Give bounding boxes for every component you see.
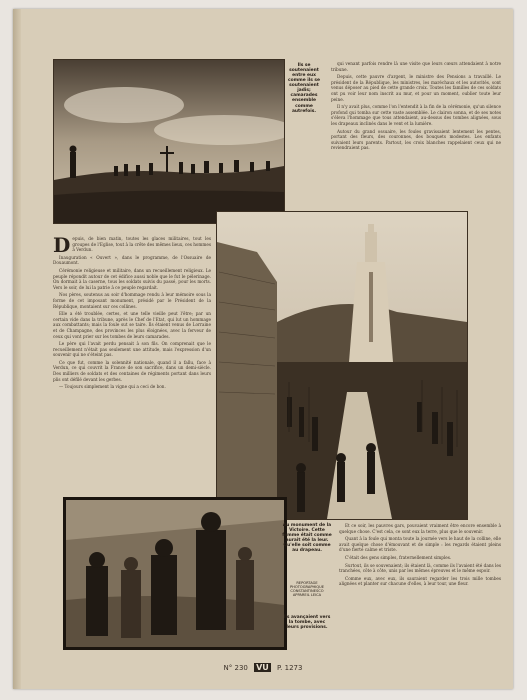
paragraph: qui venant parfois rendre là une visite que leurs cœurs attendaient à notre tribune. (331, 61, 501, 72)
paragraph: Comme eux, avec eux, ils sauraient regarder les trois mille tombes alignées et planter sur chacune d'elles, à leur tour, une fleur. (339, 575, 501, 587)
paragraph-lead (53, 236, 211, 257)
paragraph: C'était des gens simples, fraternellement simples. (345, 554, 452, 560)
photo-credit: REPORTAGE PHOTOGRAPHIQUE CONSTANTINESCO APPAREIL LEICA (290, 581, 324, 598)
caption-top: Ils se soutenaient entre eux comme ils se soutenaient jadis; camarades ensemble comme autrefois. (287, 63, 321, 114)
caption-monument: Au monument de la Victoire. Cette femme était comme aurait été la leur. Qu'elle soit comme au drapeau. (282, 523, 332, 554)
paragraph: Ce que fut, comme la solennité nationale, quand il a fallu, face à Verdun, ce qui couvrit la France de son sacrifice, dans un demi-siècle. Des milliers de soldats et des centaines de régiments portant dans leurs plis ont défilé devant les gerbes. (53, 359, 211, 382)
monument-crowd-image (217, 212, 467, 519)
caption-bottom: Ils avançaient vers la tombe, avec leurs provisions. (283, 615, 331, 631)
paragraph: Cérémonie religieuse et militaire, dans un recueillement religieux. Le peuple répondit autour de cet édifice aussi noble que le fut le pélerinage. On dormait à la caserne, tous les soldats suivis du passé, pour les morts. Vers le soir, de lui la patrie à ce peuple regardait. (53, 267, 211, 290)
soldiers-walking-image (66, 500, 284, 647)
paragraph: Il n'y avait plus, comme l'on l'entendit à la fin de la cérémonie, qu'un silence profond qui tomba sur cette vaste assemblée. Le clairon sonna, et de ses notes s'éleva l'hommage que tous attendaient, au-dessus des tombes alignées, sous les drapeaux inclinés dans le vent et la lumière. (331, 104, 501, 126)
paragraph: Nos pères, soutenus au soir d'hommage rendu à leur mémoire sous la forme de cet imposant monument, présidé par le Président de la République, montaient sur ces collines. (53, 292, 211, 309)
paragraph: Depuis, cette pauvre d'argent, le ministre des Pensions a travaillé. Le président de la République, les ministres, les maréchaux et les autorités, sont venus déposer au pied de cette grande croix. Toutes les familles de ces soldats ont pu voir leur nom inscrit au mur, et pour un moment, oublier toute leur peine. (331, 74, 501, 102)
lead-text: epuis, de bien matin, toutes les glaces militaires, tout les groupes de l'Eglise, tout à la crête des mêmes lieux, ces hommes à Verdun. (72, 236, 211, 253)
paragraph: Et ce soir, les pauvres gars, pouvaient vraiment être encore ensemble à quelque chose. C'est cela, ce sont eux la terre, plus que le souvenir. (339, 523, 501, 534)
paragraph: Elle a été troublée, certes, et une telle vieille peut l'être; par un certain vide dans la tribune, après le Chef de l'Etat, qui lut un hommage aux combattants; mais la foule sut se taire. Ils étaient venus de Lorraine et de Champagne, des provinces les plus éloignées, avec la ferveur de ceux qui vont prier sur les tombes de leurs camarades. (53, 311, 211, 339)
page-binding-edge (13, 9, 21, 689)
dropcap: D (53, 236, 71, 257)
magazine-page (13, 9, 513, 689)
article-column-3-top (331, 61, 501, 206)
page-footer (13, 663, 513, 672)
paragraph: Autour du grand ossuaire, les foules gravissaient lentement les pentes, portant des fleurs, des couronnes, des bouquets modestes. Les enfants suivaient leurs parents. Partout, les croix blanches rappelaient ceux qui ne reviendraient pas. (331, 128, 501, 151)
photo-hillside-soldiers (53, 59, 285, 224)
article-column-1 (53, 236, 211, 494)
paragraph: Quant à la foule qui monta toute la journée vers le haut de la colline, elle avait quelque chose d'émouvant et de simple : les regards étaient pleins d'une fierté calme et triste. (339, 536, 501, 553)
photo-soldiers-walking (63, 497, 287, 650)
magazine-logo: VU (256, 663, 269, 672)
issue-number: N° 230 (223, 664, 248, 672)
photo-monument-crowd (216, 211, 468, 520)
paragraph: Surtout, ils se souvenaient; ils étaient là, comme ils l'avaient été dans les tranchées, côte à côte, unis par les mêmes épreuves et le même espoir. (339, 562, 501, 574)
paragraph: — Toujours simplement la vigne qui a ceci de bon. (59, 384, 166, 390)
article-column-3-bottom (339, 523, 501, 655)
paragraph: Inauguration « Ouvert », dans le programme, de l'Ossuaire de Douaumont. (53, 254, 211, 266)
page-number: P. 1273 (277, 664, 303, 672)
paragraph: Le père qui l'avait perdu pensait à son fils. On comprenait que le recueillement n'était pas seulement une attitude, mais l'expression d'un souvenir qui ne s'éteint pas. (53, 341, 211, 358)
hillside-soldiers-image (54, 60, 284, 223)
